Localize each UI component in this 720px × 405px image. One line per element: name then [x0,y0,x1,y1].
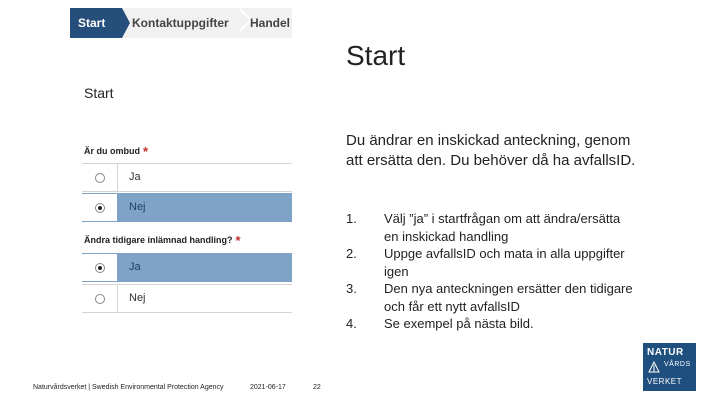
option-label: Nej [129,292,146,304]
step-navigation [70,8,292,38]
step-handel[interactable]: Handel [250,16,291,30]
list-item: 2. Uppge avfallsID och mata in alla uppgifter igen [346,246,625,279]
option-andra-ja[interactable] [82,253,292,282]
option-label: Nej [129,201,146,213]
radio-button-selected[interactable] [95,263,105,273]
slide-title: Start [346,40,406,71]
tree-icon [647,361,661,373]
list-item: 3. Den nya anteckningen ersätter den tidigare och får ett nytt avfallsID [346,281,633,314]
step-kontaktuppgifter[interactable]: Kontaktuppgifter [124,8,249,38]
list-item: 1. Välj ”ja” i startfrågan om att ändra/ersätta en inskickad handling [346,211,621,244]
question-ombud-label: Är du ombud * [84,144,149,159]
naturvardsverket-logo: NATUR VÅRDS VERKET [643,343,696,391]
form-screenshot [70,8,292,361]
form-title: Start [84,85,114,101]
question-andra-label: Ändra tidigare inlämnad handling? * [84,233,241,248]
slide-intro: Du ändrar en inskickad anteckning, genom att ersätta den. Du behöver då ha avfallsID. [346,132,636,169]
radio-button-selected[interactable] [95,203,105,213]
page-number: 22 [313,384,321,391]
footer-date: 2021-06-17 [250,384,286,391]
radio-button[interactable] [95,173,105,183]
required-asterisk: * [235,233,241,248]
instruction-list [346,210,636,333]
step-start[interactable]: Start [70,8,122,38]
list-item: 4. Se exempel på nästa bild. [346,316,534,331]
option-label: Ja [129,261,141,273]
option-ombud-nej[interactable] [82,193,292,222]
option-andra-nej[interactable] [82,284,292,313]
footer-organization: Naturvårdsverket | Swedish Environmental Protection Agency [33,384,224,391]
option-label: Ja [129,171,141,183]
required-asterisk: * [143,144,149,159]
radio-button[interactable] [95,294,105,304]
option-ombud-ja[interactable] [82,163,292,192]
